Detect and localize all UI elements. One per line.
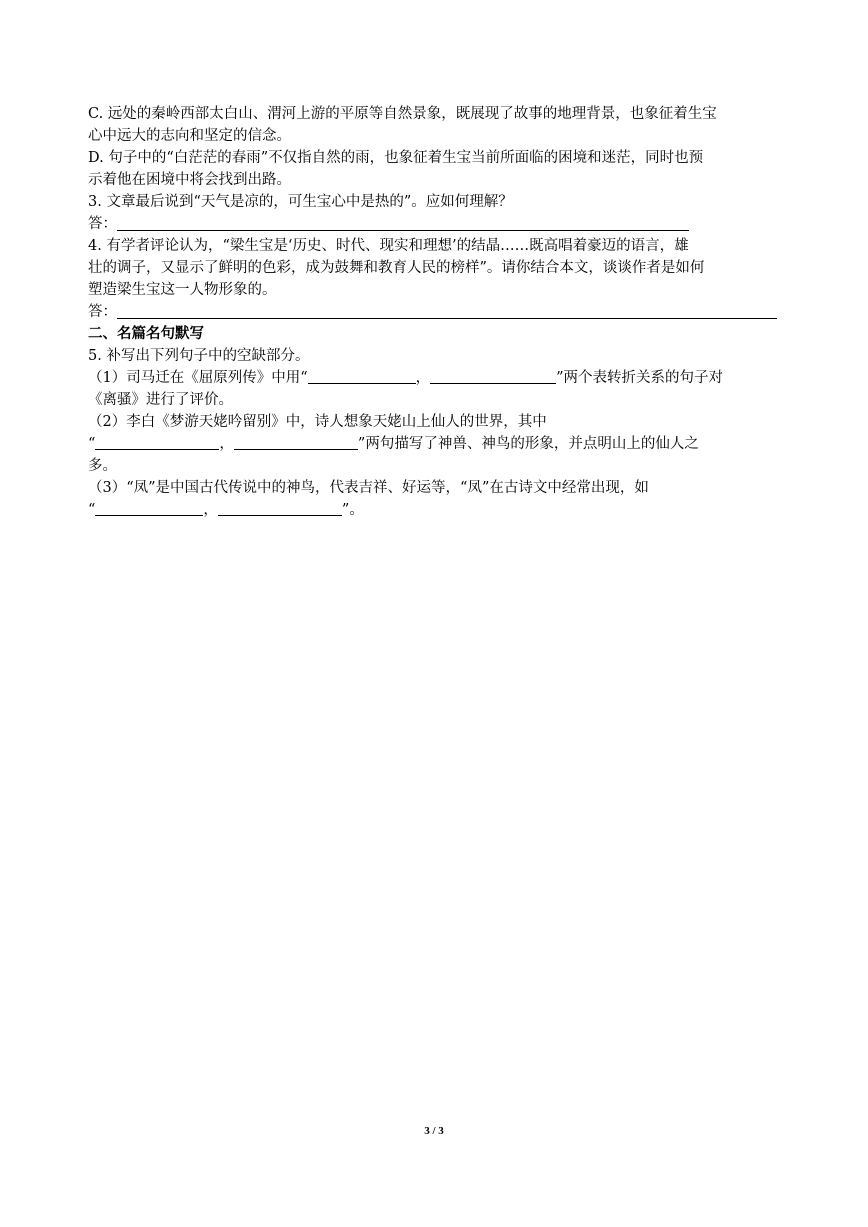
question-4-line-2: 壮的调子，又显示了鲜明的色彩，成为鼓舞和教育人民的榜样”。请你结合本文，谈谈作者是如何 xyxy=(88,260,705,276)
question-5-2-line-3: 多。 xyxy=(88,458,117,474)
fill-blank[interactable] xyxy=(95,435,219,450)
answer-label: 答： xyxy=(88,216,117,232)
option-d-line-1: D. 句子中的“白茫茫的春雨”不仅指自然的雨，也象征着生宝当前所面临的困境和迷茫，同时也预 xyxy=(88,150,704,166)
option-c-line-2: 心中远大的志向和坚定的信念。 xyxy=(88,128,291,144)
option-c-line-1: C. 远处的秦岭西部太白山、渭河上游的平原等自然景象，既展现了故事的地理背景，也象征着生宝 xyxy=(88,106,717,122)
section-2-heading: 二、名篇名句默写 xyxy=(88,325,204,342)
comma: ， xyxy=(219,436,234,452)
question-5-3-line-2 xyxy=(88,499,788,521)
question-4-line-3: 塑造梁生宝这一人物形象的。 xyxy=(88,282,277,298)
question-5-1-line-2: 《离骚》进行了评价。 xyxy=(88,392,233,408)
question-3: 3. 文章最后说到“天气是凉的，可生宝心中是热的”。应如何理解？ xyxy=(88,194,513,210)
answer-line[interactable] xyxy=(117,303,777,319)
fill-blank[interactable] xyxy=(218,501,342,516)
fill-blank[interactable] xyxy=(95,501,203,516)
option-d-line-2: 示着他在困境中将会找到出路。 xyxy=(88,172,291,188)
question-5-3-line-1: （3）“凤”是中国古代传说中的神鸟，代表吉祥、好运等，“凤”在古诗文中经常出现，如 xyxy=(88,480,649,496)
question-4-line-1: 4. 有学者评论认为，“梁生宝是‘历史、时代、现实和理想’的结晶……既高唱着豪迈的语言，雄 xyxy=(88,238,689,254)
open-quote: “ xyxy=(88,502,96,518)
fill-blank[interactable] xyxy=(430,369,556,384)
question-5-2-line-2 xyxy=(88,433,788,455)
comma: ， xyxy=(203,502,218,518)
fill-blank[interactable] xyxy=(308,369,416,384)
document-body xyxy=(88,103,788,521)
close-quote: ”。 xyxy=(341,502,364,518)
question-5-1-text: （1）司马迁在《屈原列传》中用“ xyxy=(88,370,308,386)
answer-label: 答： xyxy=(88,304,117,320)
page-number: 3 / 3 xyxy=(424,1125,444,1137)
question-5-1-text: ”两个表转折关系的句子对 xyxy=(556,370,724,386)
answer-line[interactable] xyxy=(117,215,689,231)
comma: ， xyxy=(415,370,431,386)
question-5-2-line-1: （2）李白《梦游天姥吟留别》中，诗人想象天姥山上仙人的世界，其中 xyxy=(88,414,547,430)
fill-blank[interactable] xyxy=(234,435,358,450)
question-3-answer xyxy=(88,213,788,235)
question-5-1-line-1 xyxy=(88,367,788,389)
question-5: 5. 补写出下列句子中的空缺部分。 xyxy=(88,348,310,364)
question-4-answer xyxy=(88,301,788,323)
question-5-2-text: ”两句描写了神兽、神鸟的形象，并点明山上的仙人之 xyxy=(357,436,699,452)
open-quote: “ xyxy=(88,436,96,452)
